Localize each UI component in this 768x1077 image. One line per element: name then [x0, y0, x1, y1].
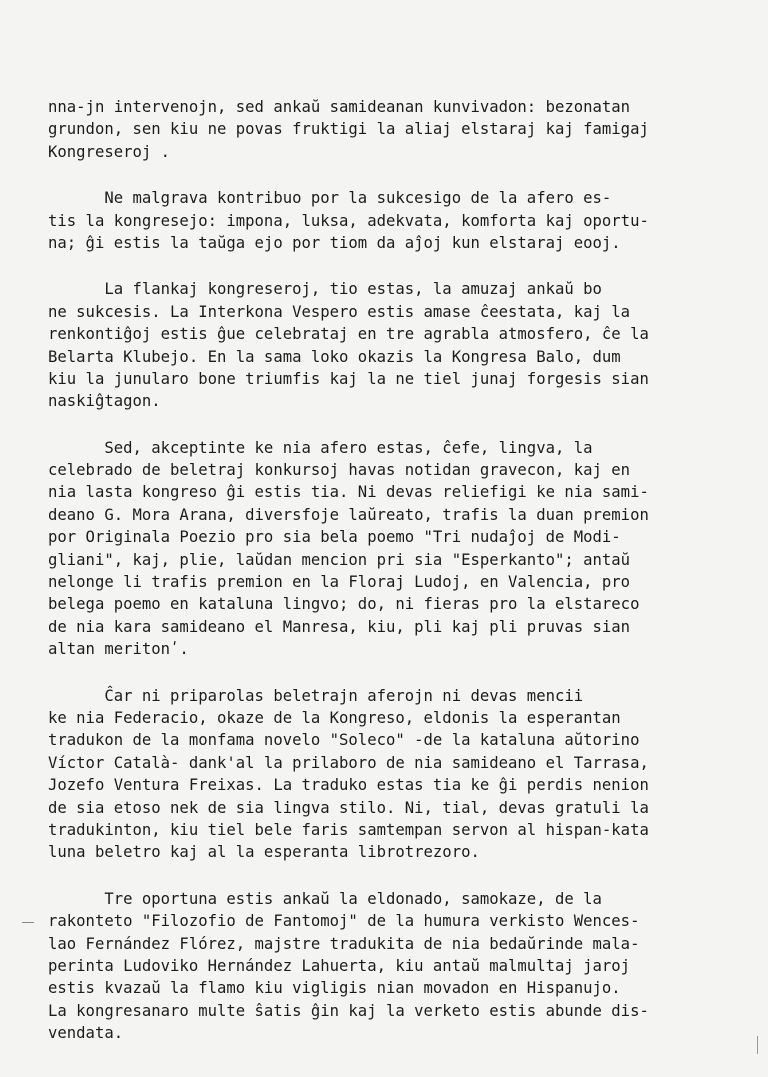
text-line: grundon, sen kiu ne povas fruktigi la aliaj elstaraj kaj famigaj	[48, 120, 649, 139]
text-line: estis kvazaŭ la flamo kiu vigligis nian movadon en Hispanujo.	[48, 979, 621, 998]
paragraph-6	[48, 888, 728, 1045]
text-line: ne sukcesis. La Interkona Vespero estis amase ĉeestata, kaj la	[48, 302, 631, 321]
text-line: luna beletro kaj al la esperanta librotrezoro.	[48, 843, 480, 862]
paragraph-2	[48, 187, 728, 254]
text-line: tis la kongresejo: impona, luksa, adekvata, komforta kaj oportu-	[48, 211, 649, 230]
text-line: nelonge li trafis premion en la Floraj Ludoj, en Valencia, pro	[48, 573, 631, 592]
text-line: celebrado de beletraj konkursoj havas notidan gravecon, kaj en	[48, 461, 631, 480]
text-line: Víctor Català- dank'al la prilaboro de nia samideano el Tarrasa,	[48, 753, 649, 772]
text-line: rakonteto "Filozofio de Fantomoj" de la humura verkisto Wences-	[48, 912, 640, 931]
text-line: deano G. Mora Arana, diversfoje laŭreato, trafis la duan premion	[48, 505, 649, 524]
text-line: perinta Ludoviko Hernández Lahuerta, kiu antaŭ malmultaj jaroj	[48, 956, 631, 975]
text-line: naskiĝtagon.	[48, 392, 161, 411]
text-line: nna-jn intervenojn, sed ankaŭ samideanan kunvivadon: bezonatan	[48, 98, 631, 116]
text-line: Kongreseroj .	[48, 142, 171, 161]
text-line: La kongresanaro multe ŝatis ĝin kaj la verketo estis abunde dis-	[48, 1001, 649, 1020]
text-line: vendata.	[48, 1024, 124, 1043]
text-line: belega poemo en kataluna lingvo; do, ni fieras pro la elstareco	[48, 595, 640, 614]
text-line: por Originala Poezio pro sia bela poemo "Tri nudaĵoj de Modi-	[48, 528, 621, 547]
text-line: Jozefo Ventura Freixas. La traduko estas tia ke ĝi perdis nenion	[48, 776, 649, 795]
text-line: Belarta Klubejo. En la sama loko okazis la Kongresa Balo, dum	[48, 347, 621, 366]
paragraph-4	[48, 437, 728, 661]
text-line: gliani", kaj, plie, laŭdan mencion pri sia "Esperkanto"; antaŭ	[48, 550, 631, 569]
text-line: Tre oportuna estis ankaŭ la eldonado, samokaze, de la	[48, 889, 602, 908]
text-line: Sed, akceptinte ke nia afero estas, ĉefe, lingva, la	[48, 438, 593, 457]
text-line: ke nia Federacio, okaze de la Kongreso, eldonis la esperantan	[48, 708, 621, 727]
text-line: altan meritonʹ.	[48, 640, 189, 659]
text-line: nia lasta kongreso ĝi estis tia. Ni devas reliefigi ke nia sami-	[48, 483, 649, 502]
text-line: Ne malgrava kontribuo por la sukcesigo de la afero es-	[48, 189, 612, 208]
text-line: lao Fernández Flórez, majstre tradukita de nia bedaŭrinde mala-	[48, 934, 640, 953]
text-line: La flankaj kongreseroj, tio estas, la amuzaj ankaŭ bo	[48, 280, 602, 299]
text-line: kiu la junularo bone triumfis kaj la ne tiel junaj forgesis sian	[48, 369, 649, 388]
text-line: de nia kara samideano el Manresa, kiu, pli kaj pli pruvas sian	[48, 617, 631, 636]
paragraph-5	[48, 685, 728, 864]
text-line: de sia etoso nek de sia lingva stilo. Ni, tial, devas gratuli la	[48, 798, 649, 817]
margin-mark	[22, 922, 34, 923]
text-line: renkontiĝoj estis ĝue celebrataj en tre agrabla atmosfero, ĉe la	[48, 325, 649, 344]
paragraph-1	[48, 96, 728, 163]
text-line: na; ĝi estis la taŭga ejo por tiom da aĵoj kun elstaraj eooj.	[48, 233, 621, 252]
paragraph-3	[48, 278, 728, 412]
text-line: tradukinton, kiu tiel bele faris samtempan servon al hispan-kata	[48, 820, 649, 839]
edge-mark	[757, 1036, 758, 1054]
text-line: Ĉar ni priparolas beletrajn aferojn ni devas mencii	[48, 686, 584, 705]
text-line: tradukon de la monfama novelo "Soleco" -de la kataluna aŭtorino	[48, 731, 640, 750]
